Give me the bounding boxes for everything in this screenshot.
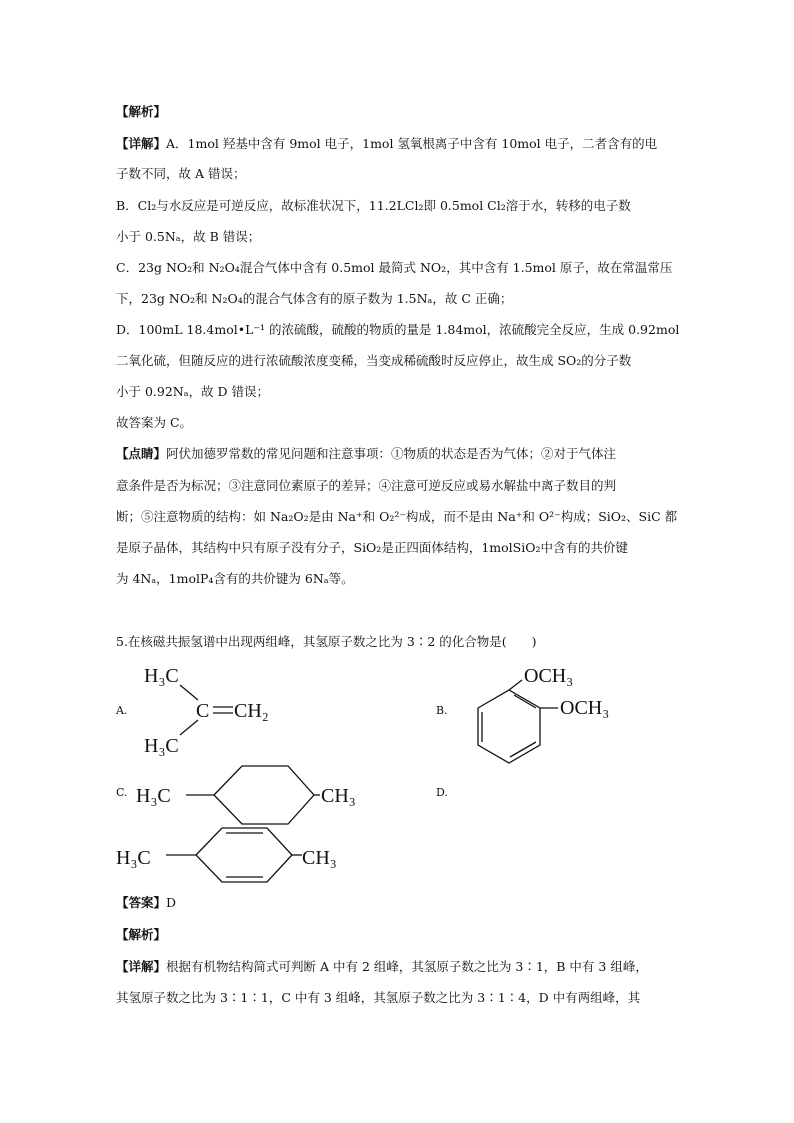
text-line: 故答案为 C。 bbox=[116, 415, 193, 430]
label-ch3: CH₃ bbox=[321, 785, 356, 807]
structure-a-isobutylene bbox=[140, 660, 280, 760]
text-line: 【详解】A．1mol 羟基中含有 9mol 电子，1mol 氢氧根离子中含有 10mol 电子，二者含有的电 bbox=[116, 136, 658, 151]
text-line: C．23g NO₂和 N₂O₄混合气体中含有 0.5mol 最简式 NO₂，其中含有 1.5mol 原子，故在常温常压 bbox=[116, 260, 673, 275]
text-line: 是原子晶体，其结构中只有原子没有分子，SiO₂是正四面体结构，1molSiO₂中含有的共价键 bbox=[116, 540, 628, 555]
text-line: D．100mL 18.4mol•L⁻¹ 的浓硫酸，硫酸的物质的量是 1.84mol，浓硫酸完全反应，生成 0.92mol bbox=[116, 322, 680, 337]
text-line: 小于 0.92Nₐ，故 D 错误； bbox=[116, 384, 270, 399]
structure-b-dimethoxybenzene bbox=[460, 660, 640, 760]
label-h3c: H₃C bbox=[116, 847, 151, 869]
section-heading-analysis: 【解析】 bbox=[116, 104, 167, 119]
label-och3: OCH₃ bbox=[560, 697, 610, 719]
structure-c-dimethylcyclohexane bbox=[136, 760, 376, 830]
option-c-label: C. bbox=[116, 786, 128, 799]
text-line: 为 4Nₐ，1molP₄含有的共价键为 6Nₐ等。 bbox=[116, 571, 354, 586]
question-stem: 5.在核磁共振氢谱中出现两组峰，其氢原子数之比为 3∶2 的化合物是( ) bbox=[116, 634, 537, 649]
text-line: 意条件是否为标况；③注意同位素原子的差异；④注意可逆反应或易水解盐中离子数目的判 bbox=[116, 478, 617, 493]
option-b-label: B. bbox=[436, 704, 448, 717]
text-line: 子数不同，故 A 错误； bbox=[116, 166, 246, 181]
label-ch3: CH₃ bbox=[302, 847, 337, 869]
label-och3: OCH₃ bbox=[524, 665, 574, 687]
label-c: C bbox=[196, 700, 210, 722]
answer-line: 【答案】D bbox=[116, 895, 177, 910]
text-line: B．Cl₂与水反应是可逆反应，故标准状况下，11.2LCl₂即 0.5mol Cl₂溶于水，转移的电子数 bbox=[116, 198, 631, 213]
text-line: 【详解】根据有机物结构简式可判断 A 中有 2 组峰，其氢原子数之比为 3∶1，B 中有 3 组峰， bbox=[116, 959, 648, 974]
label-h3c: H₃C bbox=[136, 785, 171, 807]
label-ch2: CH₂ bbox=[234, 700, 269, 722]
text-line: 小于 0.5Nₐ，故 B 错误； bbox=[116, 229, 261, 244]
section-heading-analysis-2: 【解析】 bbox=[116, 927, 167, 942]
label-h3c: H₃C bbox=[144, 735, 179, 757]
option-a-label: A. bbox=[116, 704, 128, 717]
text-line: 二氧化硫，但随反应的进行浓硫酸浓度变稀，当变成稀硫酸时反应停止，故生成 SO₂的分子数 bbox=[116, 353, 632, 368]
text-line: 其氢原子数之比为 3∶1∶1，C 中有 3 组峰，其氢原子数之比为 3∶1∶4，D 中有两组峰，其 bbox=[116, 990, 641, 1005]
structure-d-p-xylene bbox=[116, 824, 356, 886]
text-line: 下，23g NO₂和 N₂O₄的混合气体含有的原子数为 1.5Nₐ，故 C 正确； bbox=[116, 291, 513, 306]
text-line: 断；⑤注意物质的结构：如 Na₂O₂是由 Na⁺和 O₂²⁻构成，而不是由 Na⁺和 O²⁻构成；SiO₂、SiC 都 bbox=[116, 509, 678, 524]
option-d-label: D. bbox=[436, 786, 448, 799]
text-line: 【点睛】阿伏加德罗常数的常见问题和注意事项：①物质的状态是否为气体；②对于气体注 bbox=[116, 446, 617, 461]
label-h3c: H₃C bbox=[144, 665, 179, 687]
